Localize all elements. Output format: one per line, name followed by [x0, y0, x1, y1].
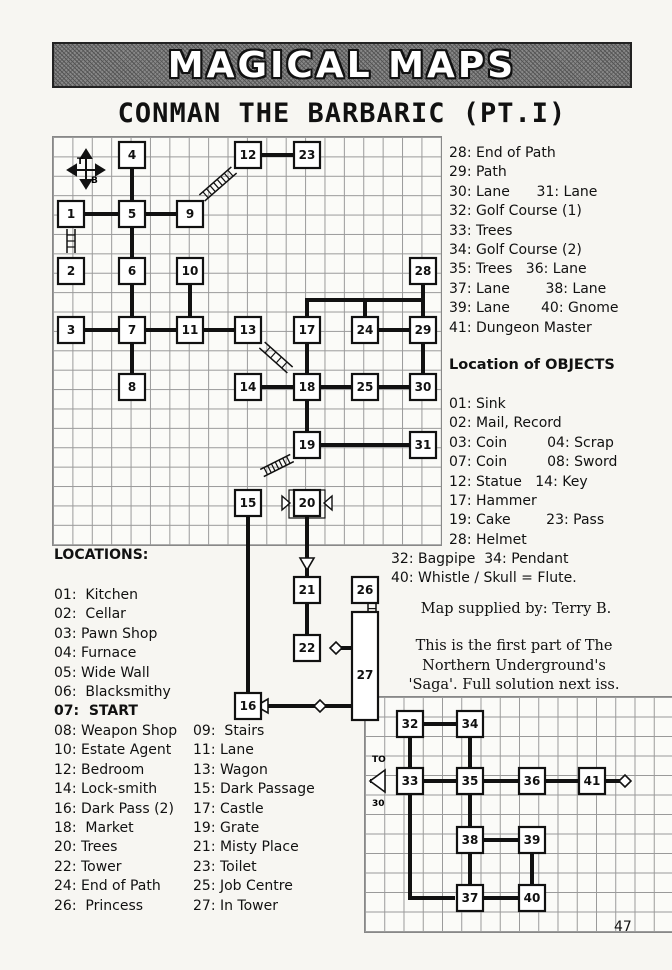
map-subtitle: CONMAN THE BARBARIC (PT.I) [117, 98, 567, 129]
room-number: 30 [414, 380, 432, 394]
room-number: 14 [239, 380, 257, 394]
list-item: 19: Cake 23: Pass [449, 512, 605, 529]
room-number: 29 [414, 323, 432, 337]
list-item: 08: Weapon Shop [54, 723, 178, 739]
room-number: 39 [523, 833, 541, 847]
locations-pairs-right [193, 722, 315, 916]
list-item: 19: Grate [193, 820, 260, 837]
objects-heading: Location of OBJECTS [449, 357, 615, 373]
map-edge-label: 30 [372, 799, 385, 809]
room-number: 22 [298, 641, 316, 655]
list-item: 03: Coin 04: Scrap [449, 434, 614, 451]
room-number: 27 [356, 668, 374, 682]
compass-top-label: T [77, 157, 84, 167]
room-number: 18 [298, 380, 316, 394]
locations-pairs-left [54, 722, 177, 916]
list-item: 17: Castle [193, 800, 264, 817]
door-icon [314, 700, 326, 712]
list-item: 37: Lane 38: Lane [449, 280, 607, 297]
room-number: 10 [181, 264, 199, 278]
room-number: 40 [523, 891, 541, 905]
list-item: 25: Job Centre [193, 878, 293, 895]
room-number: 32 [401, 717, 419, 731]
list-item: 35: Trees 36: Lane [449, 261, 587, 278]
list-item: 33: Trees [449, 222, 513, 239]
room-number: 25 [356, 380, 374, 394]
saga-note [386, 637, 642, 696]
page-number: 47 [614, 919, 632, 935]
room-number: 17 [298, 323, 316, 337]
stairs-icon [199, 167, 236, 201]
list-item: 24: End of Path [54, 878, 161, 895]
arrow-down-icon [300, 558, 314, 570]
room-number: 24 [356, 323, 374, 337]
banner-title: MAGICAL MAPS [167, 44, 517, 86]
room-number: 2 [66, 264, 76, 278]
list-item: 16: Dark Pass (2) [54, 800, 174, 817]
list-item: 07: Coin 08: Sword [449, 454, 618, 471]
list-item: 11: Lane [193, 742, 254, 759]
compass-bottom-label: B [91, 176, 98, 186]
list-item: 18: Market [54, 820, 134, 837]
list-item: 10: Estate Agent [54, 742, 172, 759]
list-item: 05: Wide Wall [54, 664, 150, 681]
note-line: Northern Underground's [422, 657, 606, 674]
note-line: 'Saga'. Full solution next iss. [408, 677, 620, 693]
door-icon [619, 775, 631, 787]
room-number: 5 [127, 207, 137, 221]
list-item: 29: Path [449, 164, 507, 181]
list-item: 34: Golf Course (2) [449, 242, 582, 259]
stairs-icon [260, 454, 294, 476]
list-item: 23: Toilet [193, 858, 257, 875]
room-number: 16 [239, 699, 257, 713]
list-item: 26: Princess [54, 897, 144, 914]
compass-icon [68, 150, 104, 188]
location-list-right [449, 144, 619, 338]
list-item: 28: Helmet [449, 531, 527, 548]
list-item: 01: Sink [449, 396, 506, 412]
room-number: 8 [127, 380, 137, 394]
list-item: 22: Tower [54, 858, 122, 875]
door-icon [330, 642, 342, 654]
list-item: 17: Hammer [449, 493, 537, 510]
room-number: 20 [298, 496, 316, 510]
list-item: 41: Dungeon Master [449, 319, 592, 336]
objects-list [449, 395, 617, 550]
room-number: 12 [239, 148, 257, 162]
room-number: 31 [414, 438, 432, 452]
room-number: 38 [461, 833, 479, 847]
room-box [352, 612, 378, 720]
room-number: 13 [239, 323, 257, 337]
list-item: 06: Blacksmithy [54, 684, 171, 701]
list-item: 39: Lane 40: Gnome [449, 300, 619, 317]
room-number: 3 [66, 323, 76, 337]
list-item: 27: In Tower [193, 897, 278, 914]
map-edge-label: TO [372, 755, 386, 765]
room-number: 15 [239, 496, 257, 510]
list-item: 32: Golf Course (1) [449, 203, 582, 220]
room-number: 21 [298, 583, 316, 597]
room-number: 11 [181, 323, 199, 337]
list-item: 28: End of Path [449, 145, 556, 161]
room-number: 28 [414, 264, 432, 278]
list-item: 32: Bagpipe 34: Pendant [391, 551, 569, 567]
list-item: 02: Cellar [54, 606, 126, 623]
list-item: 14: Lock-smith [54, 781, 158, 798]
room-number: 7 [127, 323, 137, 337]
locations-heading: LOCATIONS: [54, 547, 149, 563]
list-item: 30: Lane 31: Lane [449, 183, 598, 200]
note-line: This is the first part of The [415, 638, 613, 654]
connection-line [410, 724, 455, 898]
list-item: 02: Mail, Record [449, 415, 562, 432]
room-number: 41 [583, 774, 601, 788]
room-number: 19 [298, 438, 316, 452]
list-item: 13: Wagon [193, 761, 268, 778]
room-number: 26 [356, 583, 374, 597]
room-number: 4 [127, 148, 137, 162]
list-item: 20: Trees [54, 839, 118, 856]
list-item: 21: Misty Place [193, 839, 299, 856]
list-item: 09: Stairs [193, 723, 265, 739]
map-credit: Map supplied by: Terry B. [420, 601, 612, 617]
room-number: 36 [523, 774, 541, 788]
room-number: 9 [185, 207, 195, 221]
list-item: 03: Pawn Shop [54, 625, 158, 642]
list-item: 01: Kitchen [54, 587, 139, 603]
room-number: 1 [66, 207, 76, 221]
list-item: 40: Whistle / Skull = Flute. [391, 570, 577, 587]
list-item: 07: START [54, 703, 138, 720]
room-number: 33 [401, 774, 419, 788]
list-item: 12: Statue 14: Key [449, 473, 588, 490]
stairs-icon [67, 229, 75, 253]
room-number: 35 [461, 774, 479, 788]
list-item: 12: Bedroom [54, 761, 145, 778]
list-item: 04: Furnace [54, 645, 137, 662]
locations-list [54, 586, 171, 722]
room-number: 37 [461, 891, 479, 905]
arrow-left-icon [370, 770, 385, 792]
list-item: 15: Dark Passage [193, 781, 315, 798]
room-number: 6 [127, 264, 137, 278]
stairs-icon [259, 342, 292, 373]
room-number: 34 [461, 717, 479, 731]
room-number: 23 [298, 148, 316, 162]
objects-extra [391, 550, 577, 589]
